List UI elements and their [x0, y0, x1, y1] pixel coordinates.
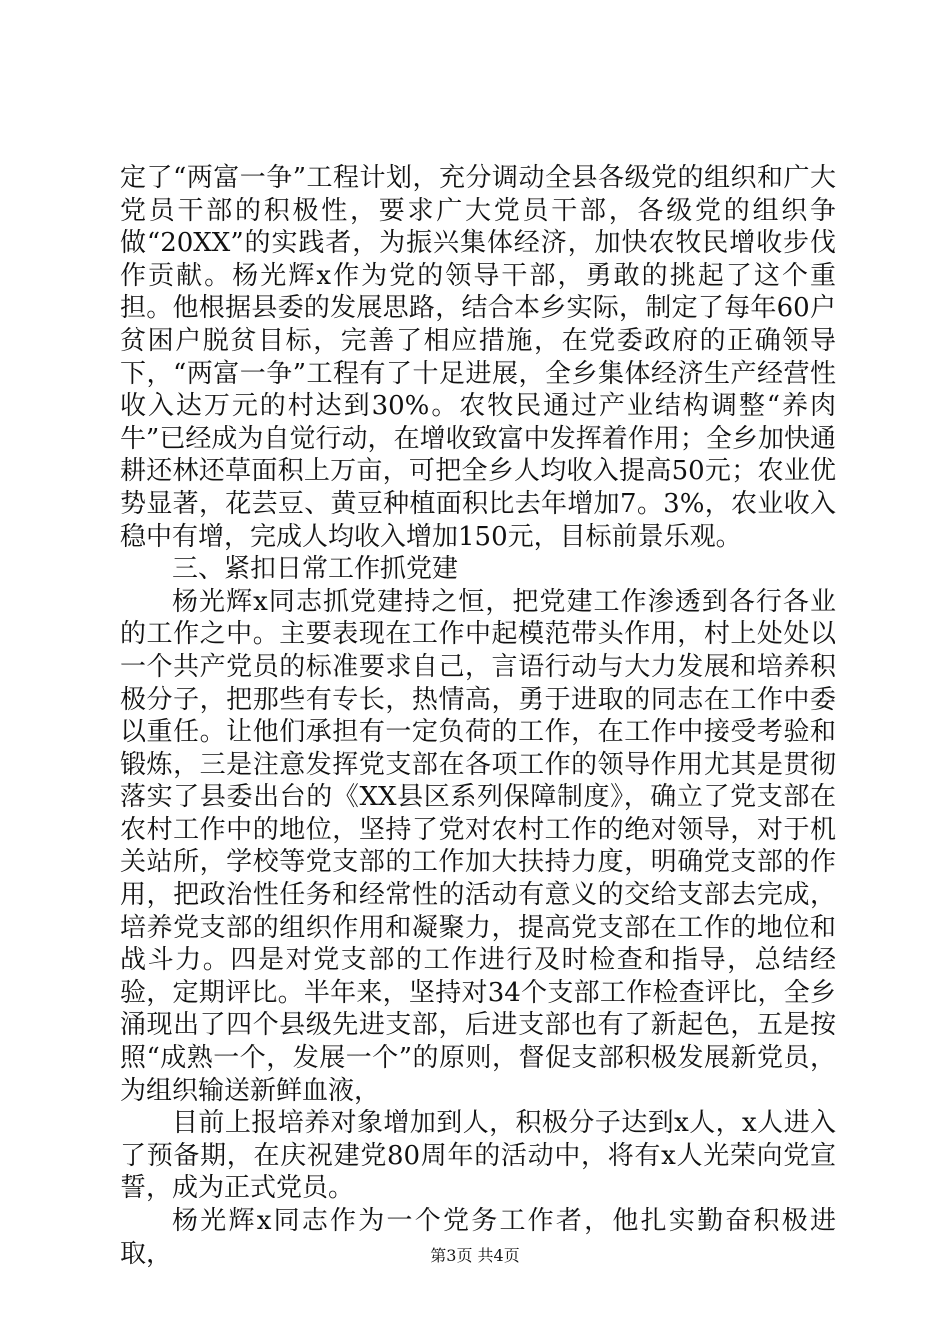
document-body	[120, 162, 836, 1270]
section-heading: 三、紧扣日常工作抓党建	[172, 554, 459, 585]
paragraph-party-building: 杨光辉x同志抓党建持之恒，把党建工作渗透到各行各业的工作之中。主要表现在工作中起模范带头作用，村上处处以一个共产党员的标准要求自己，言语行动与大力发展和培养积极分子，把那些有专长，热情高，勇于进取的同志在工作中委以重任。让他们承担有一定负荷的工作，在工作中接受考验和锻炼，三是注意发挥党支部在各项工作的领导作用尤其是贯彻落实了县委出台的《XX县区系列保障制度》，确立了党支部在农村工作中的地位，坚持了党对农村工作的绝对领导，对于机关站所，学校等党支部的工作加大扶持力度，明确党支部的作用，把政治性任务和经常性的活动有意义的交给支部去完成，培养党支部的组织作用和凝聚力，提高党支部在工作的地位和战斗力。四是对党支部的工作进行及时检查和指导，总结经验，定期评比。半年来，坚持对34个支部工作检查评比，全乡涌现出了四个县级先进支部，后进支部也有了新起色，五是按照“成熟一个，发展一个”的原则，督促支部积极发展新党员，为组织输送新鲜血液，	[120, 586, 836, 1106]
page-footer: 第3页 共4页	[430, 1246, 520, 1265]
paragraph-report: 目前上报培养对象增加到人，积极分子达到x人，x人进入了预备期，在庆祝建党80周年的活动中，将有x人光荣向党宣誓，成为正式党员。	[120, 1108, 836, 1204]
paragraph-closing: 杨光辉x同志作为一个党务工作者，他扎实勤奋积极进取，	[120, 1206, 836, 1269]
paragraph-continuation: 定了“两富一争”工程计划，充分调动全县各级党的组织和广大党员干部的积极性，要求广大党员干部，各级党的组织争做“20XX”的实践者，为振兴集体经济，加快农牧民增收步伐作贡献。杨光辉x作为党的领导干部，勇敢的挑起了这个重担。他根据县委的发展思路，结合本乡实际，制定了每年60户贫困户脱贫目标，完善了相应措施，在党委政府的正确领导下，“两富一争”工程有了十足进展，全乡集体经济生产经营性收入达万元的村达到30%。农牧民通过产业结构调整“养肉牛”已经成为自觉行动，在增收致富中发挥着作用；全乡加快通耕还林还草面积上万亩，可把全乡人均收入提高50元；农业优势显著，花芸豆、黄豆种植面积比去年增加7。3%，农业收入稳中有增，完成人均收入增加150元，目标前景乐观。	[120, 163, 836, 552]
